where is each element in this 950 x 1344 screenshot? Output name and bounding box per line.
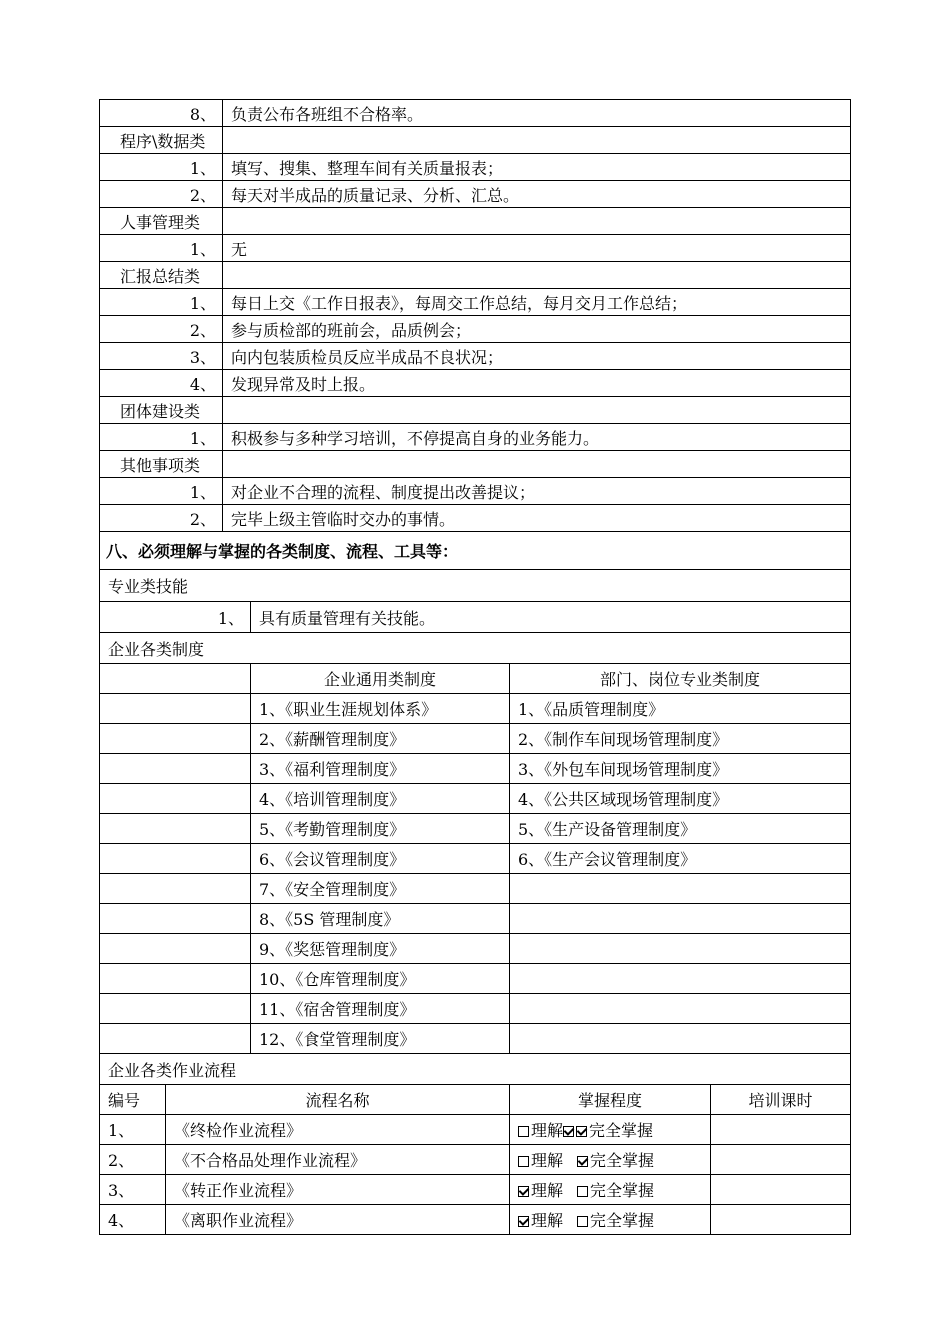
process-col-mastery: 掌握程度: [510, 1085, 711, 1115]
understand-label: 理解: [531, 1121, 564, 1140]
category-row: [100, 451, 851, 478]
duty-row: [100, 181, 851, 208]
process-mastery: [510, 1145, 711, 1175]
process-num: 3、: [100, 1175, 166, 1205]
category-row: [100, 208, 851, 235]
system-general: 4、《培训管理制度》: [251, 784, 510, 814]
system-dept: 1、《品质管理制度》: [510, 694, 851, 724]
duty-text: 参与质检部的班前会，品质例会；: [223, 316, 851, 343]
system-dept: [510, 934, 851, 964]
system-row: [100, 904, 851, 934]
duty-num: 2、: [100, 505, 223, 532]
system-dept: [510, 964, 851, 994]
master-checkbox[interactable]: [576, 1126, 587, 1137]
category-empty-cell: [223, 127, 851, 154]
duty-row: [100, 478, 851, 505]
system-dept: [510, 1024, 851, 1054]
system-row: [100, 814, 851, 844]
process-row: [100, 1205, 851, 1235]
system-row: [100, 934, 851, 964]
process-num: 1、: [100, 1115, 166, 1145]
process-mastery: [510, 1205, 711, 1235]
system-row: [100, 1024, 851, 1054]
system-row-blank: [100, 784, 251, 814]
process-name: 《终检作业流程》: [166, 1115, 510, 1145]
system-row-blank: [100, 994, 251, 1024]
system-row: [100, 724, 851, 754]
system-row-blank: [100, 814, 251, 844]
duty-num: 1、: [100, 235, 223, 262]
process-name: 《不合格品处理作业流程》: [166, 1145, 510, 1175]
master-label: 完全掌握: [590, 1181, 655, 1200]
process-mastery: [510, 1175, 711, 1205]
master-checkbox[interactable]: [577, 1156, 588, 1167]
duty-row: [100, 505, 851, 532]
systems-header-row: [100, 664, 851, 694]
skill-num: 1、: [100, 602, 251, 633]
document-page: [99, 99, 851, 1235]
process-row: [100, 1115, 851, 1145]
understand-label: 理解: [531, 1211, 564, 1230]
duty-text: 每日上交《工作日报表》，每周交工作总结，每月交月工作总结；: [223, 289, 851, 316]
system-row: [100, 874, 851, 904]
duty-row: [100, 100, 851, 127]
understand-checkbox[interactable]: [518, 1216, 529, 1227]
checked-box-icon: [563, 1126, 574, 1137]
duty-text: 无: [223, 235, 851, 262]
system-general: 11、《宿舍管理制度》: [251, 994, 510, 1024]
duty-row: [100, 289, 851, 316]
system-row: [100, 754, 851, 784]
system-general: 7、《安全管理制度》: [251, 874, 510, 904]
process-hours[interactable]: [711, 1115, 851, 1145]
process-name: 《转正作业流程》: [166, 1175, 510, 1205]
process-col-num: 编号: [100, 1085, 166, 1115]
system-row-blank: [100, 844, 251, 874]
section8-title: 八、必须理解与掌握的各类制度、流程、工具等：: [100, 532, 851, 570]
system-general: 6、《会议管理制度》: [251, 844, 510, 874]
category-label: 程序\数据类: [100, 127, 223, 154]
system-row-blank: [100, 964, 251, 994]
duty-num: 2、: [100, 181, 223, 208]
understand-label: 理解: [531, 1181, 564, 1200]
master-label: 完全掌握: [589, 1121, 654, 1140]
process-row: [100, 1145, 851, 1175]
system-row: [100, 994, 851, 1024]
duty-text: 负责公布各班组不合格率。: [223, 100, 851, 127]
process-row: [100, 1175, 851, 1205]
process-header-row: [100, 1085, 851, 1115]
system-row: [100, 844, 851, 874]
duty-text: 向内包装质检员反应半成品不良状况；: [223, 343, 851, 370]
duty-num: 4、: [100, 370, 223, 397]
system-dept: 4、《公共区域现场管理制度》: [510, 784, 851, 814]
duty-num: 2、: [100, 316, 223, 343]
process-mastery: [510, 1115, 711, 1145]
category-row: [100, 397, 851, 424]
system-row: [100, 964, 851, 994]
system-row-blank: [100, 934, 251, 964]
duty-num: 3、: [100, 343, 223, 370]
system-general: 3、《福利管理制度》: [251, 754, 510, 784]
system-row-blank: [100, 754, 251, 784]
duty-row: [100, 154, 851, 181]
system-general: 2、《薪酬管理制度》: [251, 724, 510, 754]
skills-heading: 专业类技能: [100, 570, 851, 602]
system-dept: 5、《生产设备管理制度》: [510, 814, 851, 844]
system-dept: 2、《制作车间现场管理制度》: [510, 724, 851, 754]
systems-col-general: 企业通用类制度: [251, 664, 510, 694]
master-checkbox[interactable]: [577, 1216, 588, 1227]
category-label: 汇报总结类: [100, 262, 223, 289]
duty-text: 填写、搜集、整理车间有关质量报表；: [223, 154, 851, 181]
duty-row: [100, 235, 851, 262]
process-hours[interactable]: [711, 1205, 851, 1235]
understand-label: 理解: [531, 1151, 564, 1170]
duty-num: 1、: [100, 478, 223, 505]
system-dept: 6、《生产会议管理制度》: [510, 844, 851, 874]
duty-text: 积极参与多种学习培训，不停提高自身的业务能力。: [223, 424, 851, 451]
duty-row: [100, 316, 851, 343]
system-row-blank: [100, 904, 251, 934]
system-row-blank: [100, 874, 251, 904]
category-empty-cell: [223, 262, 851, 289]
duty-row: [100, 370, 851, 397]
duty-num: 1、: [100, 154, 223, 181]
process-col-name: 流程名称: [166, 1085, 510, 1115]
systems-heading: 企业各类制度: [100, 633, 851, 664]
skill-text: 具有质量管理有关技能。: [251, 602, 851, 633]
category-empty-cell: [223, 397, 851, 424]
duty-text: 每天对半成品的质量记录、分析、汇总。: [223, 181, 851, 208]
category-empty-cell: [223, 208, 851, 235]
process-name: 《离职作业流程》: [166, 1205, 510, 1235]
system-row: [100, 784, 851, 814]
understand-checkbox[interactable]: [518, 1156, 529, 1167]
system-row-blank: [100, 724, 251, 754]
category-label: 人事管理类: [100, 208, 223, 235]
duty-table: [99, 99, 851, 532]
duty-num: 1、: [100, 289, 223, 316]
system-row-blank: [100, 694, 251, 724]
system-dept: [510, 904, 851, 934]
process-col-hours: 培训课时: [711, 1085, 851, 1115]
system-row-blank: [100, 1024, 251, 1054]
system-dept: [510, 994, 851, 1024]
duty-num: 1、: [100, 424, 223, 451]
system-general: 8、《5S 管理制度》: [251, 904, 510, 934]
process-num: 2、: [100, 1145, 166, 1175]
system-general: 1、《职业生涯规划体系》: [251, 694, 510, 724]
duty-num: 8、: [100, 100, 223, 127]
duty-text: 对企业不合理的流程、制度提出改善提议；: [223, 478, 851, 505]
system-row: [100, 694, 851, 724]
category-row: [100, 127, 851, 154]
system-dept: [510, 874, 851, 904]
system-general: 10、《仓库管理制度》: [251, 964, 510, 994]
duty-text: 发现异常及时上报。: [223, 370, 851, 397]
understand-checkbox[interactable]: [518, 1126, 529, 1137]
system-general: 5、《考勤管理制度》: [251, 814, 510, 844]
section8-table: [99, 531, 851, 1235]
process-heading: 企业各类作业流程: [100, 1054, 851, 1085]
system-general: 12、《食堂管理制度》: [251, 1024, 510, 1054]
category-row: [100, 262, 851, 289]
understand-checkbox[interactable]: [518, 1186, 529, 1197]
category-label: 团体建设类: [100, 397, 223, 424]
systems-col-dept: 部门、岗位专业类制度: [510, 664, 851, 694]
process-hours[interactable]: [711, 1145, 851, 1175]
duty-text: 完毕上级主管临时交办的事情。: [223, 505, 851, 532]
process-hours[interactable]: [711, 1175, 851, 1205]
system-dept: 3、《外包车间现场管理制度》: [510, 754, 851, 784]
system-general: 9、《奖惩管理制度》: [251, 934, 510, 964]
category-empty-cell: [223, 451, 851, 478]
category-label: 其他事项类: [100, 451, 223, 478]
master-label: 完全掌握: [590, 1211, 655, 1230]
process-num: 4、: [100, 1205, 166, 1235]
master-checkbox[interactable]: [577, 1186, 588, 1197]
duty-row: [100, 343, 851, 370]
master-label: 完全掌握: [590, 1151, 655, 1170]
duty-row: [100, 424, 851, 451]
